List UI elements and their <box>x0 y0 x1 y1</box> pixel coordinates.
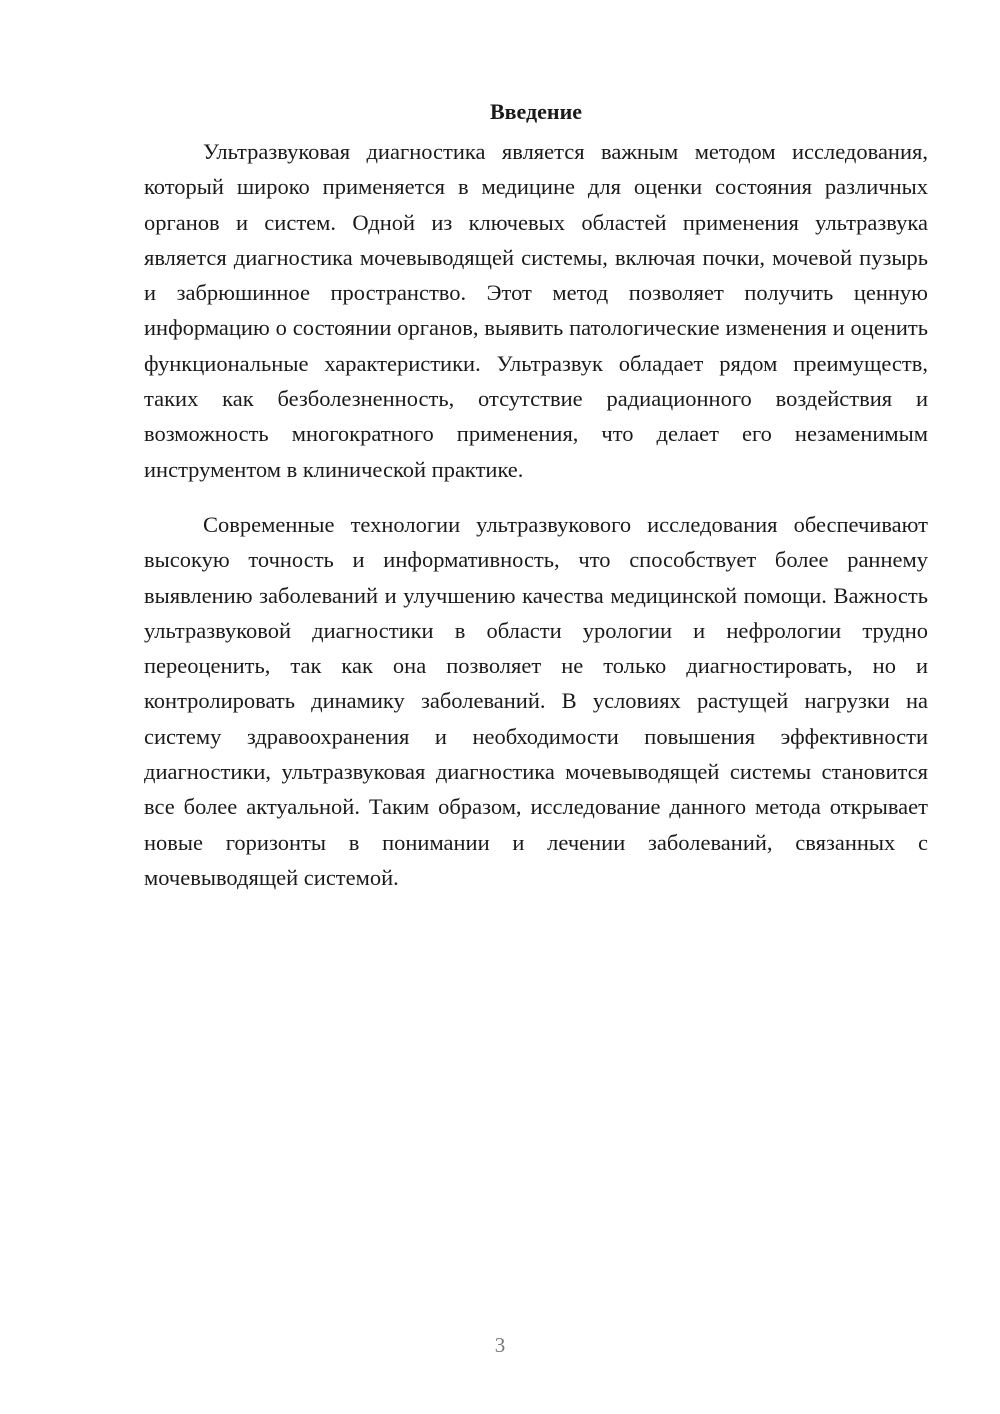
page-number: 3 <box>494 1333 506 1357</box>
page-content <box>144 94 928 895</box>
page-title: Введение <box>489 99 583 124</box>
paragraph-2: Современные технологии ультразвукового исследования обеспечивают высокую точность и информативность, что способствует более раннему выявлению заболеваний и улучшению качества медицинской помощи. Важность ультразвуковой диагностики в области урологии и нефрологии трудно переоценить, так как она позволяет не только диагностировать, но и контролировать динамику заболеваний. В условиях растущей нагрузки на систему здравоохранения и необходимости повышения эффективности диагностики, ультразвуковая диагностика мочевыводящей системы становится все более актуальной. Таким образом, исследование данного метода открывает новые горизонты в понимании и лечении заболеваний, связанных с мочевыводящей системой. <box>144 511 928 890</box>
paragraph-1: Ультразвуковая диагностика является важным методом исследования, который широко применяется в медицине для оценки состояния различных органов и систем. Одной из ключевых областей применения ультразвука является диагностика мочевыводящей системы, включая почки, мочевой пузырь и забрюшинное пространство. Этот метод позволяет получить ценную информацию о состоянии органов, выявить патологические изменения и оценить функциональные характеристики. Ультразвук обладает рядом преимуществ, таких как безболезненность, отсутствие радиационного воздействия и возможность многократного применения, что делает его незаменимым инструментом в клинической практике. <box>144 139 928 482</box>
